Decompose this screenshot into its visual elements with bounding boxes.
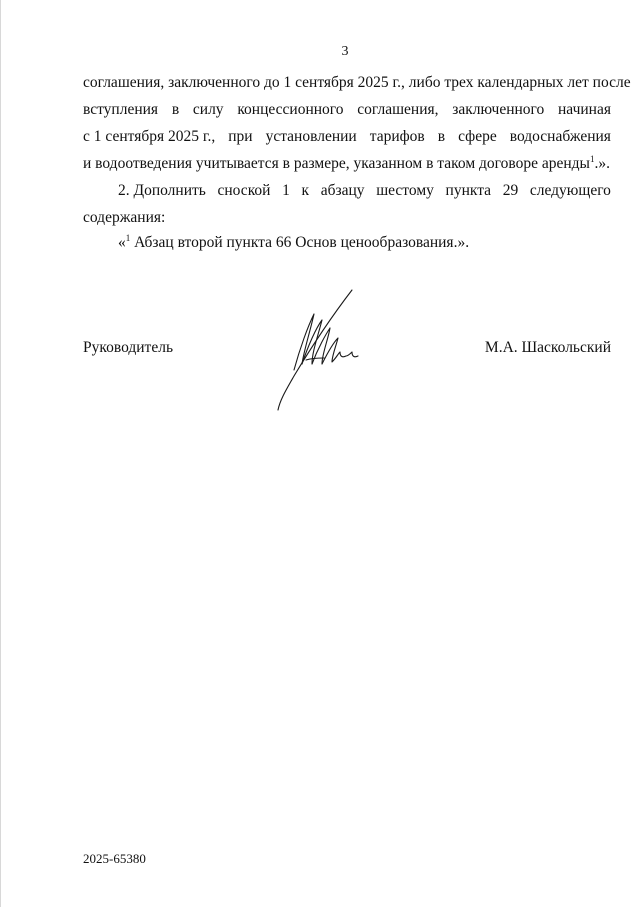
line-text: и водоотведения учитывается в размере, указанном в таком договоре аренды xyxy=(83,155,590,172)
word: в xyxy=(437,128,446,145)
line-end: .». xyxy=(594,155,610,172)
paragraph-1-line-2 xyxy=(83,96,611,123)
footnote-marker: 1 xyxy=(589,154,595,164)
word: силу xyxy=(192,101,224,118)
word: заключенного xyxy=(452,101,545,118)
word: абзацу xyxy=(320,182,365,199)
word: с 1 сентября 2025 г., xyxy=(83,128,216,145)
signatory-title: Руководитель xyxy=(83,339,174,356)
paragraph-1-line-4 xyxy=(83,150,611,177)
page-number: 3 xyxy=(341,44,349,59)
word: следующего xyxy=(529,182,611,199)
open-quote: « xyxy=(118,234,126,251)
paragraph-1-line-3 xyxy=(83,123,611,150)
word: концессионного xyxy=(237,101,344,118)
word: к xyxy=(301,182,310,199)
scan-edge xyxy=(0,0,1,907)
paragraph-1 xyxy=(83,69,631,177)
word: 1 xyxy=(282,182,290,199)
word: 2. Дополнить xyxy=(118,182,206,199)
paragraph-3 xyxy=(83,229,611,256)
word: тарифов xyxy=(369,128,425,145)
footnote-marker: 1 xyxy=(125,233,131,243)
word: при xyxy=(228,128,253,145)
handwritten-signature xyxy=(272,286,364,412)
footnote-text xyxy=(83,229,611,256)
paragraph-2-line-2: содержания: xyxy=(83,209,166,226)
word: водоснабжения xyxy=(509,128,611,145)
word: вступления xyxy=(83,101,159,118)
word: сноской xyxy=(217,182,271,199)
document-number: 2025-65380 xyxy=(83,851,146,866)
footnote-body: Абзац второй пункта 66 Основ ценообразования.». xyxy=(130,234,470,251)
signatory-name: М.А. Шаскольский xyxy=(484,339,611,356)
word: соглашения, xyxy=(357,101,439,118)
paragraph-1-line-1: соглашения, заключенного до 1 сентября 2025 г., либо трех календарных лет после xyxy=(83,74,631,91)
word: сфере xyxy=(458,128,497,145)
word: начиная xyxy=(558,101,611,118)
word: установлении xyxy=(265,128,357,145)
paragraph-2 xyxy=(83,177,611,231)
word: пункта xyxy=(445,182,492,199)
paragraph-2-line-1 xyxy=(83,177,611,204)
word: шестому xyxy=(376,182,434,199)
word: в xyxy=(171,101,180,118)
word: 29 xyxy=(502,182,519,199)
